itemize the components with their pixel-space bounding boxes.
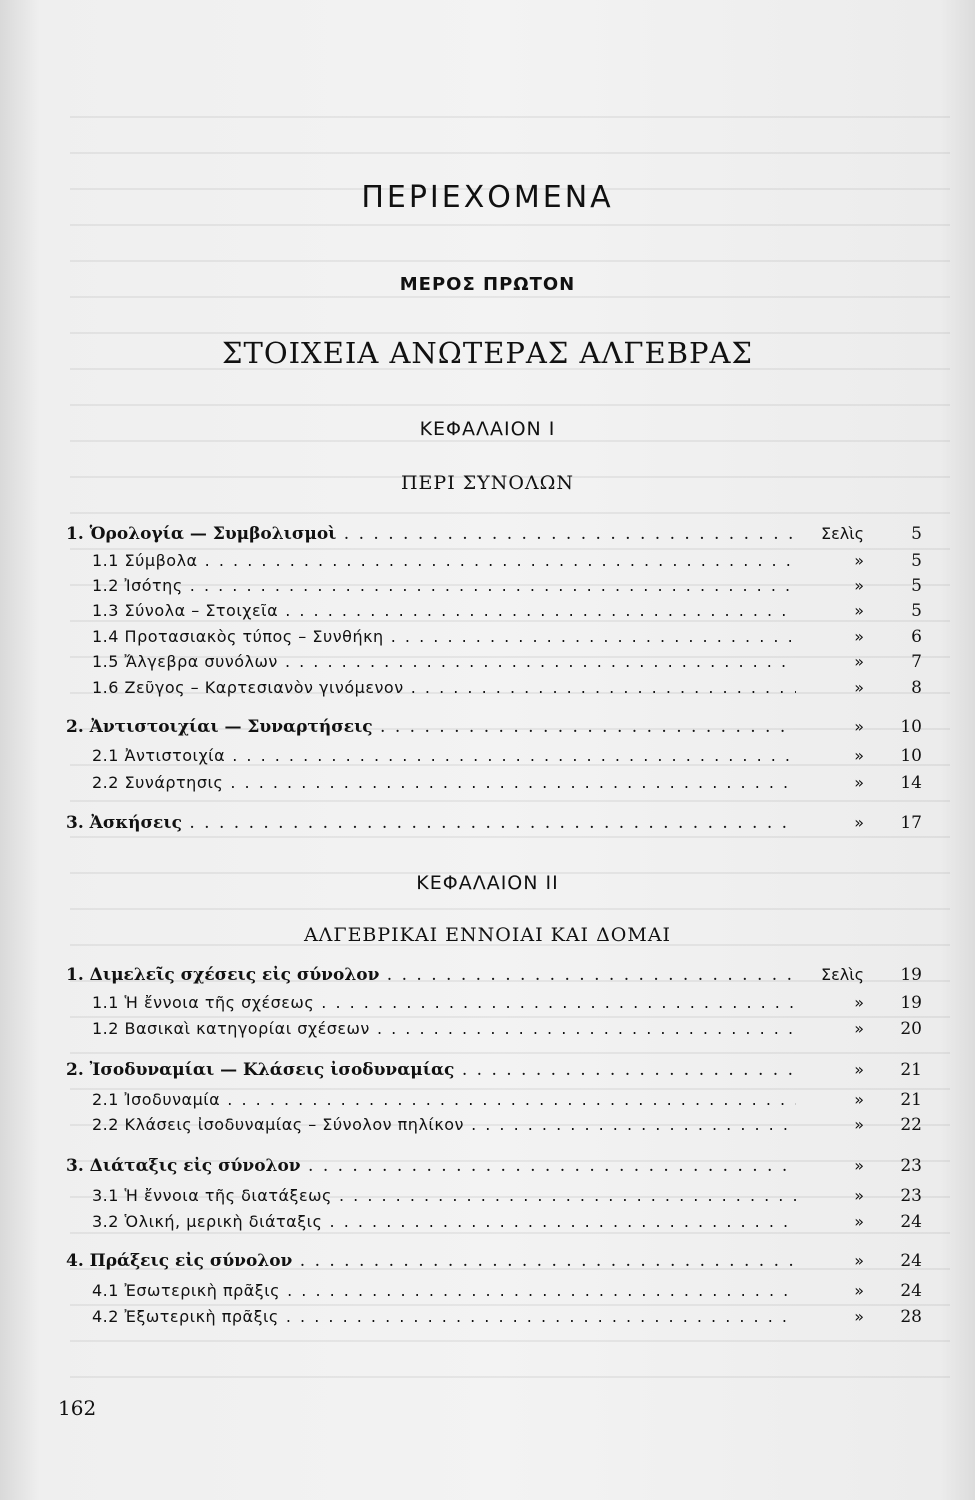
toc-entry bbox=[0, 1183, 975, 1209]
toc-entry-title: 2. Ἀντιστοιχίαι — Συναρτήσεις . . . bbox=[66, 714, 796, 740]
toc-entry-title: 1.4 Προτασιακὸς τύπος – Συνθήκη . . . bbox=[92, 624, 796, 650]
book-title: ΣΤΟΙΧΕΙΑ ΑΝΩΤΕΡΑΣ ΑΛΓΕΒΡΑΣ bbox=[221, 336, 753, 370]
page-number: 162 bbox=[58, 1396, 97, 1420]
toc-entry-title: 3. Διάταξις εἰς σύνολον . . . bbox=[66, 1153, 796, 1179]
toc-entry-page-marker: » bbox=[854, 627, 864, 646]
toc-entry bbox=[0, 770, 975, 796]
toc-entry-page-marker: » bbox=[854, 1212, 864, 1231]
toc-entry-page-number: 24 bbox=[900, 1212, 922, 1232]
toc-entry bbox=[0, 810, 975, 836]
toc-entry-page-marker: » bbox=[854, 601, 864, 620]
toc-entry-title: 1.1 Ἡ ἔννοια τῆς σχέσεως . . . bbox=[92, 990, 796, 1016]
toc-entry-title: 1.5 Ἄλγεβρα συνόλων . . . bbox=[92, 649, 796, 675]
toc-entry-page-number: 5 bbox=[911, 576, 922, 596]
toc-entry-page-number: 5 bbox=[911, 551, 922, 571]
toc-entry-title: 2. Ἰσοδυναμίαι — Κλάσεις ἰσοδυναμίας . . . bbox=[66, 1057, 796, 1083]
toc-entry-page-marker: » bbox=[854, 1090, 864, 1109]
toc-entry-page-marker: » bbox=[854, 1156, 864, 1175]
toc-entry-title: 4. Πράξεις εἰς σύνολον . . . bbox=[66, 1248, 796, 1274]
toc-entry bbox=[0, 675, 975, 701]
toc-entry bbox=[0, 573, 975, 599]
toc-entry-page-number: 28 bbox=[900, 1307, 922, 1327]
toc-entry-title: 3. Ἀσκήσεις . . . bbox=[66, 810, 796, 836]
toc-entry bbox=[0, 1278, 975, 1304]
chapter-1-title: ΠΕΡΙ ΣΥΝΟΛΩΝ bbox=[400, 472, 575, 494]
toc-entry-page-marker: » bbox=[854, 1281, 864, 1300]
toc-entry-title: 2.1 Ἀντιστοιχία . . . bbox=[92, 743, 796, 769]
toc-entry-page-number: 24 bbox=[900, 1281, 922, 1301]
toc-entry-title: 1.3 Σύνολα – Στοιχεῖα . . . bbox=[92, 598, 796, 624]
toc-entry-title: 1.6 Ζεῦγος – Καρτεσιανὸν γινόμενον . . . bbox=[92, 675, 796, 701]
toc-entry-title: 1.2 Ἰσότης . . . bbox=[92, 573, 796, 599]
toc-entry-page-marker: » bbox=[854, 1307, 864, 1326]
toc-entry bbox=[0, 548, 975, 574]
toc-entry-page-marker: » bbox=[854, 773, 864, 792]
toc-entry-title: 2.2 Συνάρτησις . . . bbox=[92, 770, 796, 796]
toc-entry-page-marker: » bbox=[854, 678, 864, 697]
toc-entry-page-number: 5 bbox=[911, 601, 922, 621]
toc-entry-page-marker: » bbox=[854, 1115, 864, 1134]
toc-entry-page-marker: » bbox=[854, 1019, 864, 1038]
toc-entry-page-number: 21 bbox=[900, 1060, 922, 1080]
toc-entry-title: 1. Ὁρολογία — Συμβολισμοὶ . . . bbox=[66, 521, 796, 547]
toc-entry bbox=[0, 1112, 975, 1138]
toc-entry bbox=[0, 649, 975, 675]
toc-entry-page-marker: » bbox=[854, 746, 864, 765]
toc-entry-title: 3.1 Ἡ ἔννοια τῆς διατάξεως . . . bbox=[92, 1183, 796, 1209]
toc-entry-page-marker: » bbox=[854, 576, 864, 595]
toc-entry-page-marker: » bbox=[854, 1186, 864, 1205]
toc-entry-page-marker: » bbox=[854, 993, 864, 1012]
toc-entry-page-number: 24 bbox=[900, 1251, 922, 1271]
toc-entry-page-marker: Σελὶς bbox=[820, 965, 864, 984]
toc-entry-page-number: 20 bbox=[900, 1019, 922, 1039]
toc-entry-page-marker: » bbox=[854, 717, 864, 736]
toc-entry bbox=[0, 1304, 975, 1330]
toc-entry-page-number: 8 bbox=[911, 678, 922, 698]
toc-entry bbox=[0, 521, 975, 547]
toc-entry-page-number: 17 bbox=[900, 813, 922, 833]
toc-entry-page-number: 19 bbox=[900, 965, 922, 985]
toc-entry bbox=[0, 714, 975, 740]
toc-entry bbox=[0, 1209, 975, 1235]
toc-entry-page-number: 10 bbox=[900, 746, 922, 766]
toc-entry-page-marker: » bbox=[854, 551, 864, 570]
toc-entry-page-number: 7 bbox=[911, 652, 922, 672]
toc-entry bbox=[0, 962, 975, 988]
toc-entry-page-marker: Σελὶς bbox=[820, 524, 864, 543]
toc-entry bbox=[0, 1016, 975, 1042]
toc-entry-page-number: 21 bbox=[900, 1090, 922, 1110]
toc-entry-title: 1.1 Σύμβολα . . . bbox=[92, 548, 796, 574]
toc-entry-title: 1. Διμελεῖς σχέσεις εἰς σύνολον . . . bbox=[66, 962, 796, 988]
toc-entry-page-number: 5 bbox=[911, 524, 922, 544]
toc-entry-page-number: 10 bbox=[900, 717, 922, 737]
toc-entry-page-marker: » bbox=[854, 652, 864, 671]
part-heading: ΜΕΡΟΣ ΠΡΩΤΟΝ bbox=[399, 274, 576, 295]
toc-entry-page-number: 23 bbox=[900, 1156, 922, 1176]
toc-entry bbox=[0, 1248, 975, 1274]
toc-entry bbox=[0, 624, 975, 650]
toc-entry-page-number: 14 bbox=[900, 773, 922, 793]
chapter-1-label: ΚΕΦΑΛΑΙΟΝ I bbox=[419, 418, 556, 440]
toc-entry bbox=[0, 743, 975, 769]
toc-entry-title: 1.2 Βασικαὶ κατηγορίαι σχέσεων . . . bbox=[92, 1016, 796, 1042]
toc-entry-page-number: 19 bbox=[900, 993, 922, 1013]
chapter-2-label: ΚΕΦΑΛΑΙΟΝ II bbox=[416, 872, 559, 894]
toc-entry-title: 4.2 Ἐξωτερικὴ πρᾶξις . . . bbox=[92, 1304, 796, 1330]
toc-entry-page-marker: » bbox=[854, 1251, 864, 1270]
contents-title: ΠΕΡΙΕΧΟΜΕΝΑ bbox=[361, 180, 614, 215]
toc-entry bbox=[0, 1057, 975, 1083]
toc-entry-page-marker: » bbox=[854, 813, 864, 832]
toc-entry bbox=[0, 598, 975, 624]
toc-entry bbox=[0, 1153, 975, 1179]
toc-entry-page-number: 22 bbox=[900, 1115, 922, 1135]
toc-entry-title: 2.1 Ἰσοδυναμία . . . bbox=[92, 1087, 796, 1113]
toc-entry-page-marker: » bbox=[854, 1060, 864, 1079]
chapter-2-title: ΑΛΓΕΒΡΙΚΑΙ ΕΝΝΟΙΑΙ ΚΑΙ ΔΟΜΑΙ bbox=[303, 924, 672, 946]
toc-entry bbox=[0, 990, 975, 1016]
toc-entry-title: 2.2 Κλάσεις ἰσοδυναμίας – Σύνολον πηλίκον . . . bbox=[92, 1112, 796, 1138]
toc-entry-page-number: 6 bbox=[911, 627, 922, 647]
toc-entry-title: 3.2 Ὁλική, μερικὴ διάταξις . . . bbox=[92, 1209, 796, 1235]
toc-entry-title: 4.1 Ἐσωτερικὴ πρᾶξις . . . bbox=[92, 1278, 796, 1304]
toc-entry-page-number: 23 bbox=[900, 1186, 922, 1206]
toc-entry bbox=[0, 1087, 975, 1113]
